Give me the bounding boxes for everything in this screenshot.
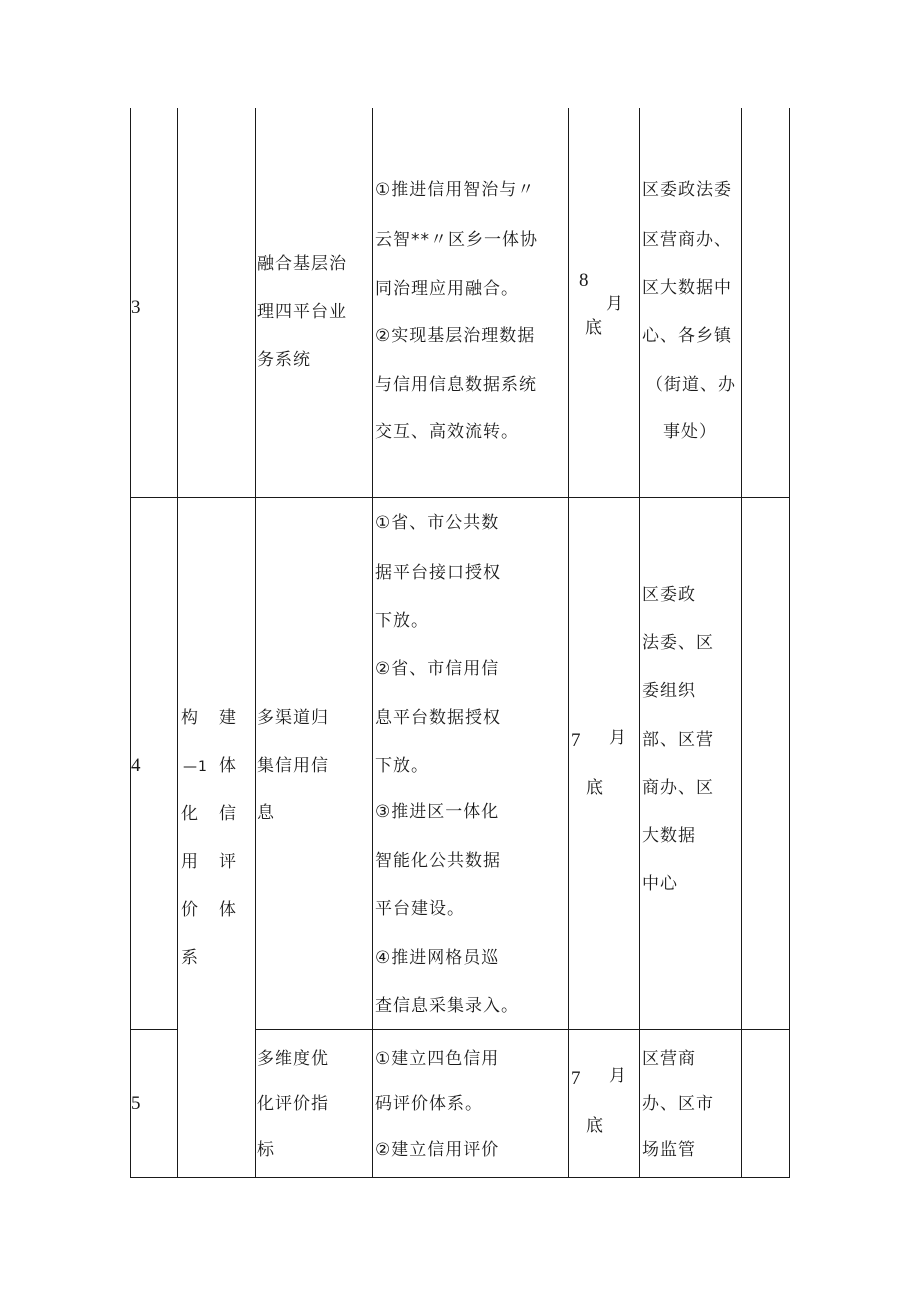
grid-line xyxy=(255,108,256,1178)
category-char: 体 xyxy=(219,756,237,776)
measure-line: ②实现基层治理数据 xyxy=(375,326,536,346)
measure-line: 平台建设。 xyxy=(375,899,465,919)
unit-line: 大数据 xyxy=(642,826,696,846)
task-line: 务系统 xyxy=(257,350,311,370)
grid-line xyxy=(130,497,790,498)
task-line: 集信用信 xyxy=(257,756,329,776)
category-char: 建 xyxy=(219,708,237,728)
deadline-number: 7 xyxy=(571,1068,581,1089)
unit-line: 委组织 xyxy=(642,681,696,701)
task-line: 标 xyxy=(257,1140,275,1160)
measure-line: ②建立信用评价 xyxy=(375,1140,500,1160)
task-line: 融合基层治 xyxy=(257,254,347,274)
deadline-number: 8 xyxy=(579,270,589,291)
grid-line xyxy=(741,108,742,1178)
measure-line: 码评价体系。 xyxy=(375,1094,483,1114)
measure-line: 同治理应用融合。 xyxy=(375,279,519,299)
unit-line: 商办、区 xyxy=(642,778,714,798)
deadline-month: 月 xyxy=(609,1066,627,1086)
task-line: 化评价指 xyxy=(257,1094,329,1114)
measure-line: 交互、高效流转。 xyxy=(375,422,519,442)
category-char: 评 xyxy=(219,852,237,872)
unit-line: 区营商 xyxy=(642,1049,696,1069)
unit-line: 场监管 xyxy=(642,1140,696,1160)
task-line: 多维度优 xyxy=(257,1049,329,1069)
deadline-month: 月 xyxy=(606,294,624,314)
unit-line: 区委政 xyxy=(642,585,696,605)
unit-line: 法委、区 xyxy=(642,633,714,653)
grid-line xyxy=(255,1029,790,1030)
measure-line: ①建立四色信用 xyxy=(375,1049,500,1069)
task-line: 多渠道归 xyxy=(257,708,329,728)
row-number: 4 xyxy=(131,755,141,776)
measure-line: ①推进信用智治与〃 xyxy=(375,180,536,200)
measure-line: 下放。 xyxy=(375,611,429,631)
deadline-month: 月 xyxy=(609,728,627,748)
measure-line: 云智**〃区乡一体协 xyxy=(375,230,538,250)
measure-line: 据平台接口授权 xyxy=(375,563,501,583)
unit-line: 中心 xyxy=(642,874,678,894)
grid-line xyxy=(568,108,569,1178)
unit-line: 办、区市 xyxy=(642,1094,714,1114)
unit-line: 区营商办、 xyxy=(642,230,732,250)
category-char: 用 xyxy=(181,852,199,872)
unit-line: 部、区营 xyxy=(642,730,714,750)
task-line: 理四平台业 xyxy=(257,302,347,322)
grid-line xyxy=(639,108,640,1178)
measure-line: ④推进网格员巡 xyxy=(375,948,500,968)
unit-line: 事处） xyxy=(663,422,717,442)
grid-line xyxy=(372,108,373,1178)
deadline-end: 底 xyxy=(586,1116,604,1136)
unit-line: 区委政法委 xyxy=(642,180,732,200)
grid-line xyxy=(789,108,790,1178)
category-char: 构 xyxy=(181,708,199,728)
grid-line xyxy=(130,108,131,1178)
category-char: 化 xyxy=(181,804,199,824)
measure-line: 下放。 xyxy=(375,756,429,776)
unit-line: 区大数据中 xyxy=(642,278,732,298)
deadline-number: 7 xyxy=(571,730,581,751)
category-char: —1 xyxy=(183,759,208,775)
category-char: 信 xyxy=(219,804,237,824)
measure-line: 查信息采集录入。 xyxy=(375,996,519,1016)
unit-line: 心、各乡镇 xyxy=(642,326,732,346)
category-char: 系 xyxy=(181,948,199,968)
measure-line: 智能化公共数据 xyxy=(375,851,501,871)
grid-line xyxy=(130,1029,177,1030)
deadline-end: 底 xyxy=(585,318,603,338)
measure-line: 与信用信息数据系统 xyxy=(375,375,537,395)
category-char: 体 xyxy=(219,900,237,920)
measure-line: ①省、市公共数 xyxy=(375,513,500,533)
task-line: 息 xyxy=(257,803,275,823)
measure-line: 息平台数据授权 xyxy=(375,708,501,728)
row-number: 5 xyxy=(131,1093,141,1114)
measure-line: ③推进区一体化 xyxy=(375,802,500,822)
grid-line xyxy=(130,1177,790,1178)
row-number: 3 xyxy=(131,297,141,318)
unit-line: （街道、办 xyxy=(646,375,736,395)
grid-line xyxy=(177,108,178,1178)
measure-line: ②省、市信用信 xyxy=(375,659,500,679)
category-char: 价 xyxy=(181,900,199,920)
deadline-end: 底 xyxy=(586,778,604,798)
